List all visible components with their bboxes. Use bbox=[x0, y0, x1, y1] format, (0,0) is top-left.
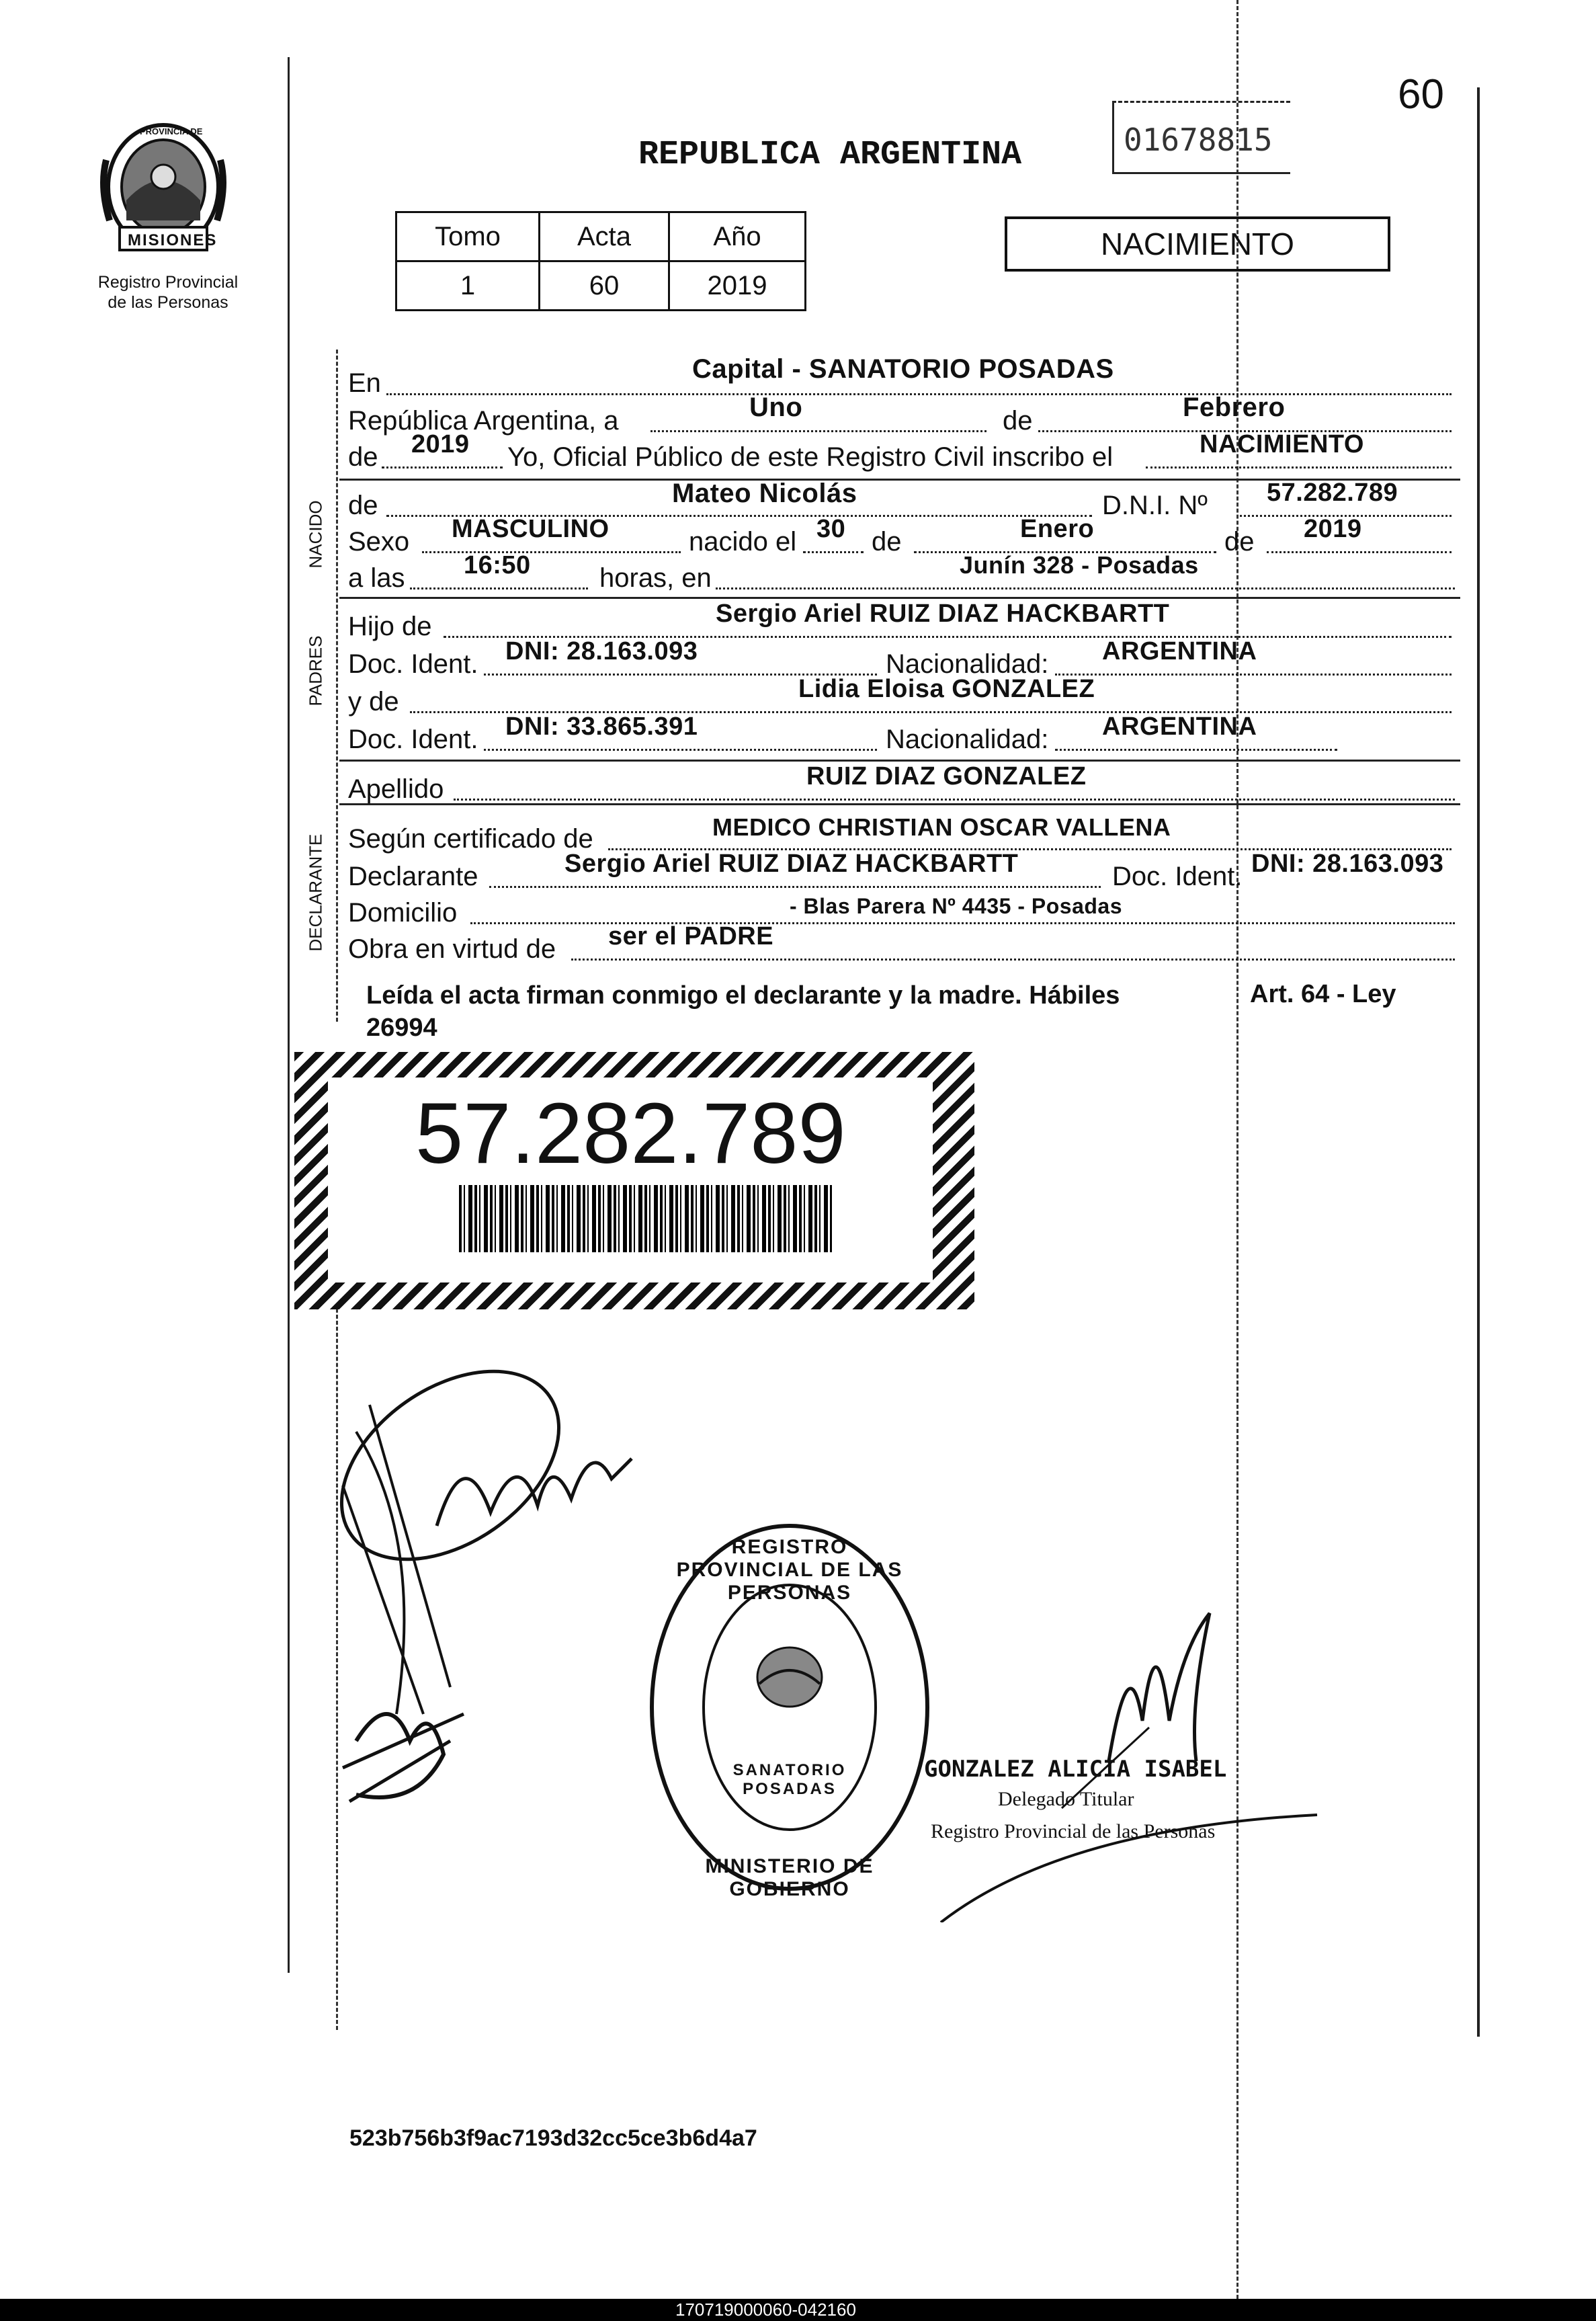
dni-banner-inner bbox=[328, 1077, 933, 1282]
dotline-en bbox=[386, 393, 1452, 395]
value-lugar-nac: Junín 328 - Posadas bbox=[960, 551, 1199, 579]
value-nac-anio: 2019 bbox=[1304, 515, 1362, 543]
label-obra: Obra en virtud de bbox=[348, 934, 556, 964]
logo-text-top: PROVINCIA DE bbox=[140, 126, 203, 136]
value-nac-dia: 30 bbox=[816, 515, 846, 543]
dni-barcode bbox=[459, 1185, 832, 1252]
table-header-ano: Año bbox=[669, 212, 806, 261]
value-hora: 16:50 bbox=[464, 551, 531, 579]
dotline-obra bbox=[571, 959, 1455, 961]
value-padre-nac: ARGENTINA bbox=[1102, 637, 1257, 665]
page-number: 60 bbox=[1398, 71, 1444, 118]
dotline-anio bbox=[382, 466, 503, 469]
serial-stamp bbox=[1112, 101, 1290, 174]
bottom-code: 170719000060-042160 bbox=[675, 2299, 856, 2320]
dotline-dia bbox=[650, 430, 986, 432]
table-header-tomo: Tomo bbox=[396, 212, 540, 261]
footer-article: Art. 64 - Ley bbox=[1250, 980, 1396, 1008]
label-doc-declarante: Doc. Ident. bbox=[1112, 862, 1243, 891]
value-dni: 57.282.789 bbox=[1267, 479, 1398, 507]
inner-margin-line bbox=[336, 350, 338, 1022]
dotline-hora bbox=[410, 587, 588, 589]
label-hijo-de: Hijo de bbox=[348, 612, 432, 641]
value-madre-nac: ARGENTINA bbox=[1102, 712, 1257, 741]
dotline-nac-dia bbox=[803, 551, 864, 553]
label-de: de bbox=[1003, 406, 1033, 436]
institution-name: Registro Provincial de las Personas bbox=[97, 273, 239, 312]
label-dni: D.N.I. Nº bbox=[1102, 491, 1208, 520]
label-segun: Según certificado de bbox=[348, 824, 593, 854]
dni-banner bbox=[294, 1052, 974, 1309]
label-de-mes: de bbox=[872, 527, 902, 557]
footer-note: Leída el acta firman conmigo el declarante y la madre. Hábiles bbox=[366, 981, 1120, 1010]
province-logo bbox=[93, 120, 234, 261]
label-en: En bbox=[348, 368, 381, 398]
label-doc-madre: Doc. Ident. bbox=[348, 725, 478, 754]
value-padre: Sergio Ariel RUIZ DIAZ HACKBARTT bbox=[716, 600, 1170, 628]
value-declarante-doc: DNI: 28.163.093 bbox=[1251, 850, 1444, 878]
label-declarante: Declarante bbox=[348, 862, 478, 891]
dni-banner-number: 57.282.789 bbox=[415, 1086, 846, 1182]
label-apellido: Apellido bbox=[348, 774, 444, 804]
value-madre-doc: DNI: 33.865.391 bbox=[505, 712, 698, 741]
official-signature bbox=[927, 1586, 1331, 1922]
label-nac-madre: Nacionalidad: bbox=[886, 725, 1049, 754]
seal-text-top: REGISTRO PROVINCIAL DE LAS PERSONAS bbox=[676, 1536, 903, 1604]
value-certificado: MEDICO CHRISTIAN OSCAR VALLENA bbox=[712, 813, 1171, 841]
serial-number: 01678815 bbox=[1124, 122, 1273, 158]
value-anio: 2019 bbox=[411, 430, 470, 458]
value-nombre: Mateo Nicolás bbox=[672, 479, 857, 508]
label-republica: República Argentina, a bbox=[348, 406, 619, 436]
signatory-org: Registro Provincial de las Personas bbox=[931, 1820, 1216, 1842]
value-mes: Febrero bbox=[1183, 393, 1286, 422]
table-value-acta: 60 bbox=[540, 261, 669, 311]
value-domicilio: - Blas Parera Nº 4435 - Posadas bbox=[790, 894, 1122, 918]
official-seal bbox=[645, 1519, 934, 1900]
bottom-bar bbox=[0, 2299, 1596, 2321]
signatory-name: GONZALEZ ALICIA ISABEL bbox=[924, 1756, 1227, 1783]
value-lugar: Capital - SANATORIO POSADAS bbox=[692, 354, 1114, 384]
table-value-ano: 2019 bbox=[669, 261, 806, 311]
label-de-nac-anio: de bbox=[1224, 527, 1255, 557]
value-padre-doc: DNI: 28.163.093 bbox=[505, 637, 698, 665]
dotline-nac-anio bbox=[1267, 551, 1452, 553]
label-de-anio: de bbox=[348, 442, 378, 472]
reference-table bbox=[395, 211, 806, 311]
document-hash: 523b756b3f9ac7193d32cc5ce3b6d4a7 bbox=[349, 2125, 757, 2151]
dotline-apellido bbox=[454, 799, 1455, 801]
separator-2 bbox=[339, 597, 1460, 599]
label-nac-padre: Nacionalidad: bbox=[886, 649, 1049, 679]
label-domicilio: Domicilio bbox=[348, 898, 458, 928]
separator-4 bbox=[339, 803, 1460, 805]
dotline-tipo bbox=[1146, 466, 1452, 469]
label-a-las: a las bbox=[348, 563, 405, 593]
dotline-madre-nac bbox=[1055, 749, 1337, 751]
value-nac-mes: Enero bbox=[1020, 515, 1095, 543]
value-sexo: MASCULINO bbox=[452, 515, 610, 543]
value-apellido: RUIZ DIAZ GONZALEZ bbox=[806, 762, 1087, 790]
record-type: NACIMIENTO bbox=[1101, 227, 1294, 261]
logo-text-bottom: MISIONES bbox=[128, 231, 218, 249]
side-label-padres: PADRES bbox=[305, 635, 326, 706]
table-value-tomo: 1 bbox=[396, 261, 540, 311]
left-border bbox=[288, 57, 290, 1973]
seal-text-bottom: MINISTERIO DE GOBIERNO bbox=[705, 1855, 874, 1900]
right-border bbox=[1477, 87, 1480, 2037]
value-declarante: Sergio Ariel RUIZ DIAZ HACKBARTT bbox=[564, 850, 1019, 878]
value-dia: Uno bbox=[749, 393, 803, 422]
dotline-sexo bbox=[422, 551, 681, 553]
value-madre: Lidia Eloisa GONZALEZ bbox=[798, 675, 1095, 703]
label-nacido-el: nacido el bbox=[689, 527, 797, 557]
record-type-box bbox=[1005, 216, 1390, 272]
dotline-madre-doc bbox=[484, 749, 877, 751]
value-tipo: NACIMIENTO bbox=[1200, 430, 1364, 458]
country-title: REPUBLICA ARGENTINA bbox=[638, 136, 1022, 174]
table-header-acta: Acta bbox=[540, 212, 669, 261]
label-horas-en: horas, en bbox=[599, 563, 712, 593]
side-label-declarante: DECLARANTE bbox=[305, 833, 326, 952]
label-yo: Yo, Oficial Público de este Registro Civil inscribo el bbox=[507, 442, 1114, 472]
dotline-declarante bbox=[489, 886, 1101, 888]
label-de-nombre: de bbox=[348, 491, 378, 520]
seal-text-inner: SANATORIO POSADAS bbox=[732, 1761, 847, 1798]
label-sexo: Sexo bbox=[348, 527, 410, 557]
dotline-padre-nac bbox=[1055, 674, 1452, 676]
dotline-lugar-nac bbox=[716, 587, 1455, 589]
label-y-de: y de bbox=[348, 687, 399, 717]
signatory-role: Delegado Titular bbox=[998, 1788, 1134, 1810]
right-dash-line bbox=[1236, 0, 1238, 2299]
separator-3 bbox=[339, 760, 1460, 762]
label-doc-padre: Doc. Ident. bbox=[348, 649, 478, 679]
value-obra: ser el PADRE bbox=[608, 922, 774, 950]
side-label-nacido: NACIDO bbox=[305, 500, 326, 569]
footer-note-law-number: 26994 bbox=[366, 1014, 437, 1042]
declarant-signature bbox=[316, 1338, 665, 1848]
